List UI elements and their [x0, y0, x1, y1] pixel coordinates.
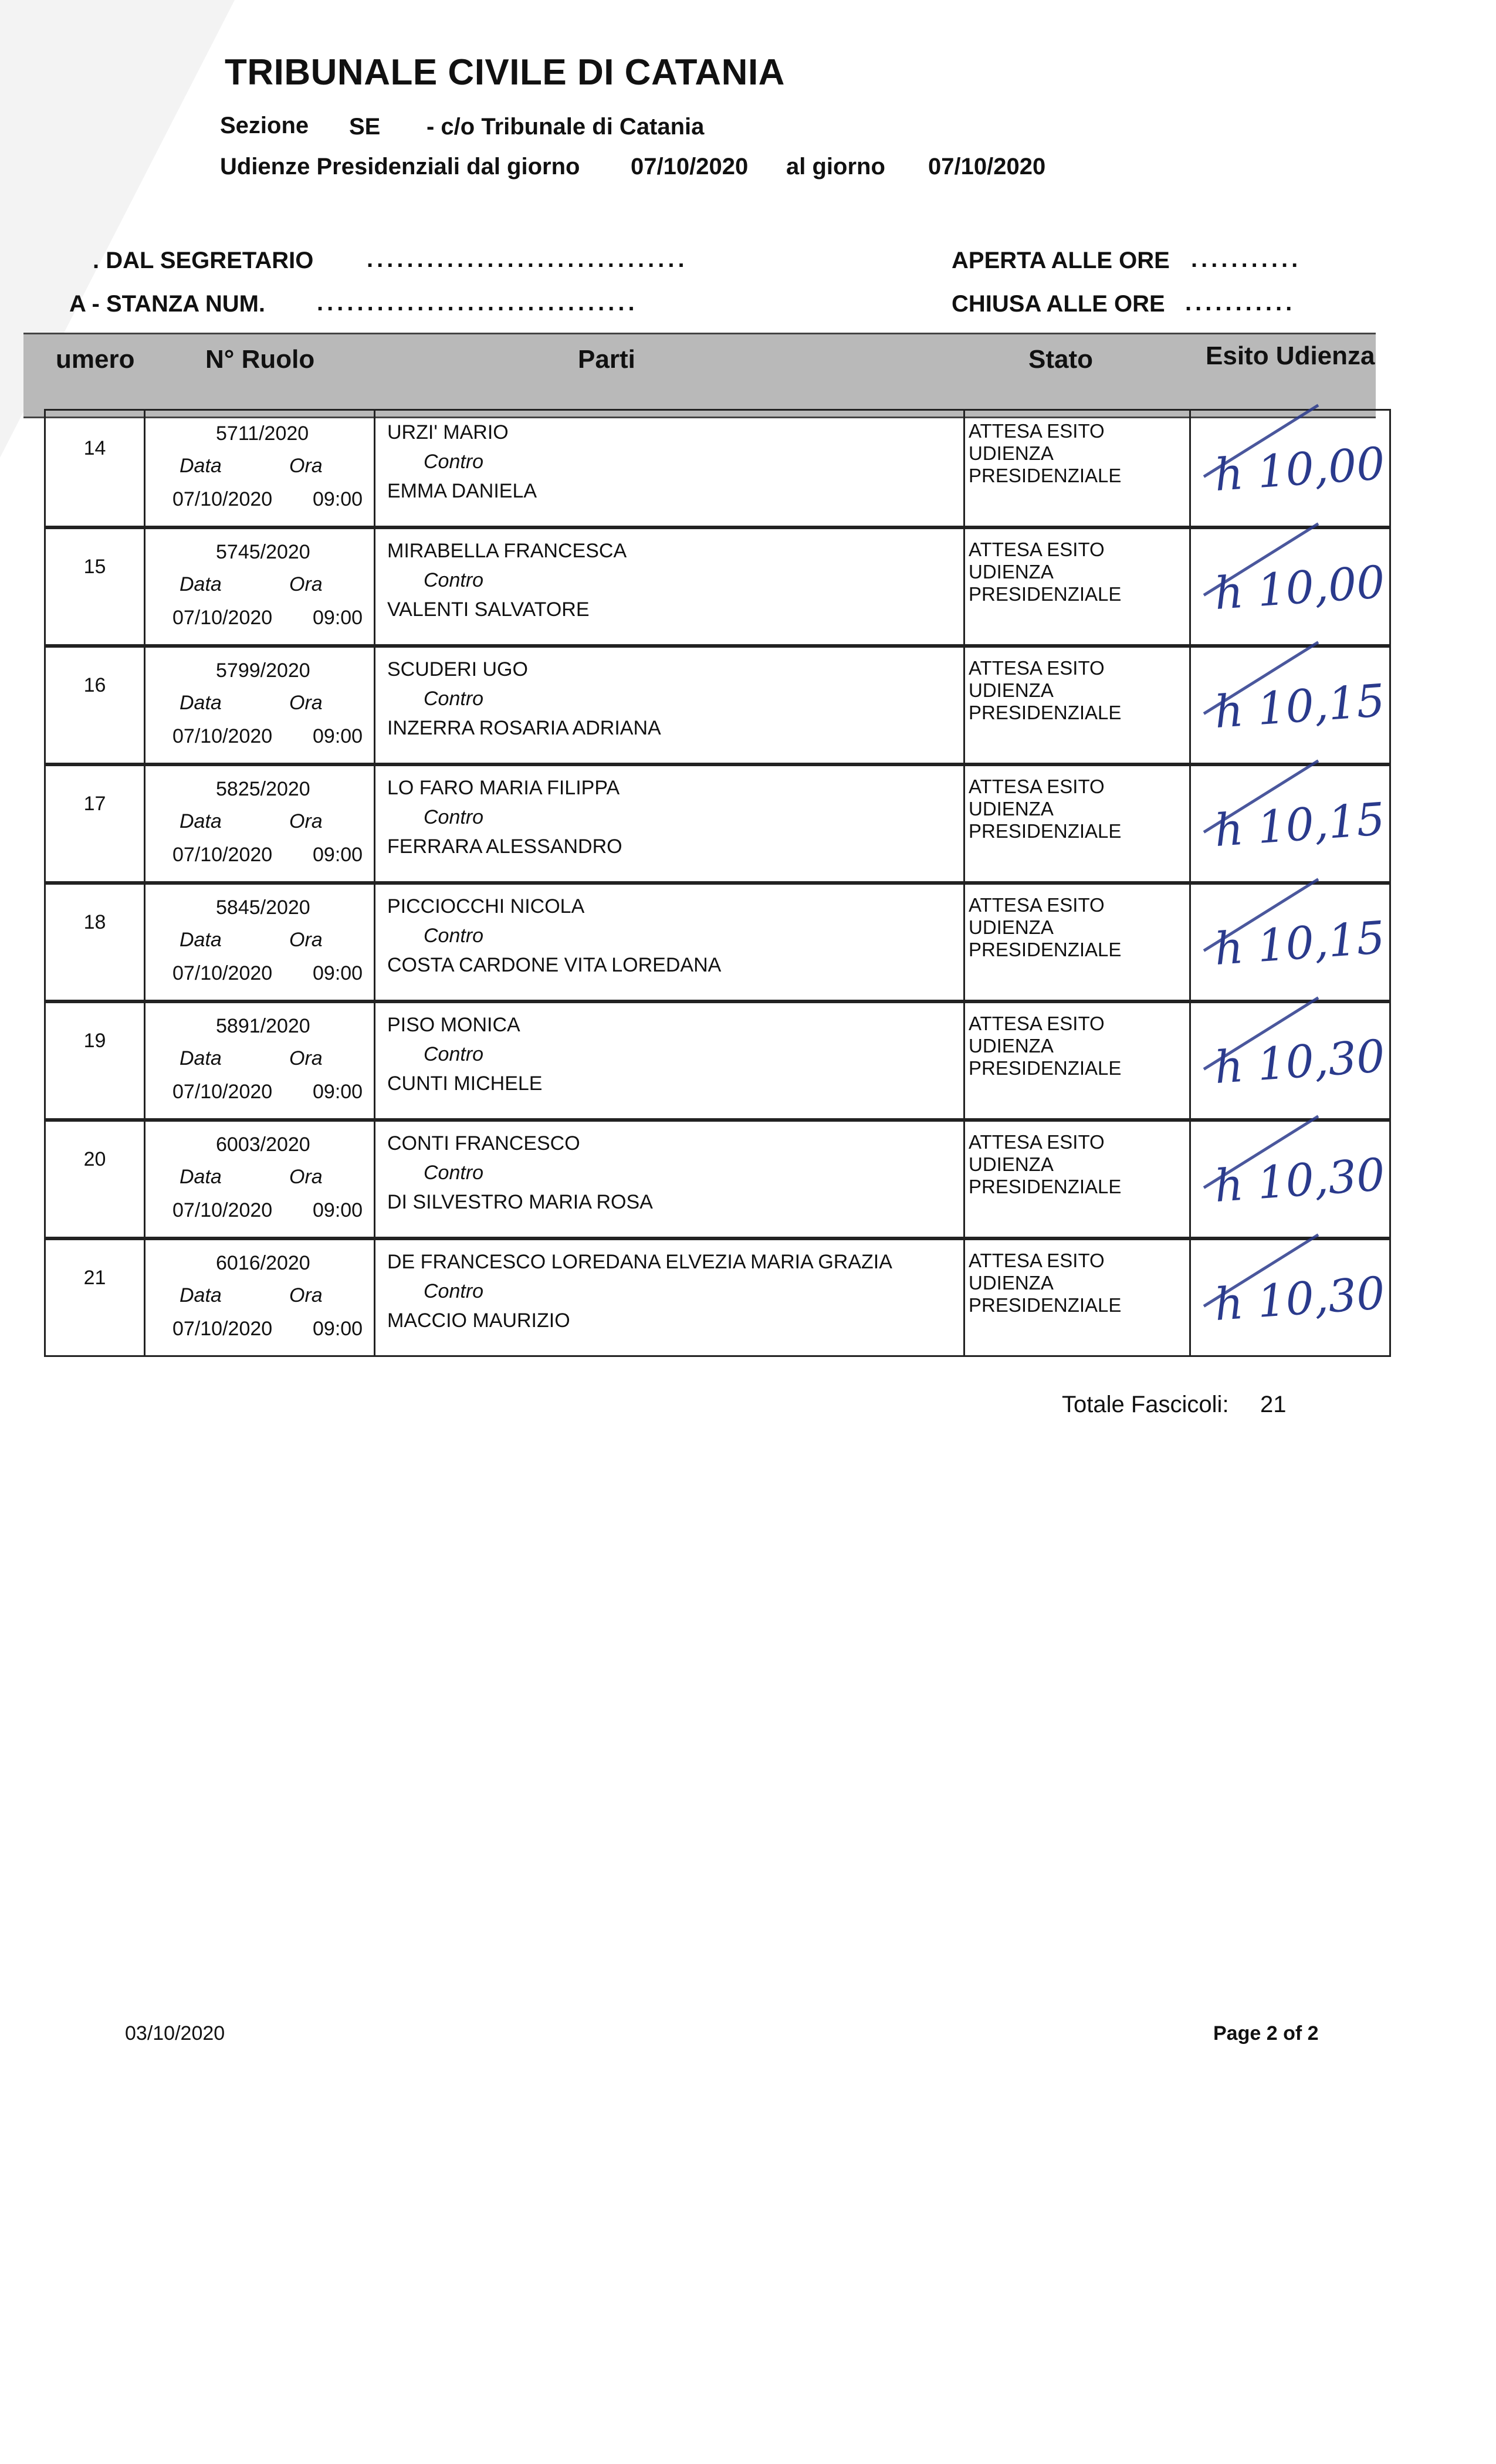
numero-cell: 19: [46, 1003, 145, 1118]
hearing-time: 09:00: [313, 1081, 363, 1103]
stato-cell: [965, 1240, 1191, 1355]
contro-label: Contro: [424, 688, 484, 710]
ruolo-cell: [145, 1240, 375, 1355]
col-esito: Esito Udienza: [1206, 341, 1375, 370]
parte-attrice: SCUDERI UGO: [387, 658, 528, 681]
stato-cell: [965, 529, 1191, 644]
ruolo-number: 5745/2020: [216, 541, 310, 563]
stato-line: PRESIDENZIALE: [969, 465, 1122, 486]
ora-label: Ora: [289, 1166, 323, 1188]
ruolo-number: 5891/2020: [216, 1015, 310, 1037]
numero-cell: 16: [46, 648, 145, 763]
table-row: [44, 1120, 1391, 1238]
numero-cell: 21: [46, 1240, 145, 1355]
parte-attrice: URZI' MARIO: [387, 421, 509, 444]
contro-label: Contro: [424, 925, 484, 947]
parte-convenuta: CUNTI MICHELE: [387, 1072, 543, 1095]
stato-cell: [965, 648, 1191, 763]
ora-label: Ora: [289, 810, 323, 832]
col-numero: umero: [56, 345, 135, 374]
handwritten-esito: h 10,15: [1213, 792, 1387, 857]
parte-attrice: MIRABELLA FRANCESCA: [387, 540, 627, 562]
data-label: Data: [180, 692, 222, 714]
data-label: Data: [180, 929, 222, 951]
data-label: Data: [180, 455, 222, 477]
table-row: [44, 527, 1391, 646]
contro-label: Contro: [424, 1162, 484, 1184]
ora-label: Ora: [289, 1284, 323, 1307]
ruolo-number: 6003/2020: [216, 1133, 310, 1156]
data-label: Data: [180, 573, 222, 595]
parte-attrice: DE FRANCESCO LOREDANA ELVEZIA MARIA GRAZIA: [387, 1251, 892, 1273]
ruolo-cell: [145, 529, 375, 644]
col-parti: Parti: [578, 345, 635, 374]
data-label: Data: [180, 810, 222, 832]
esito-cell: [1191, 1003, 1389, 1118]
stato-line: ATTESA ESITO: [969, 776, 1105, 797]
table-row: [44, 883, 1391, 1001]
data-label: Data: [180, 1284, 222, 1307]
esito-cell: [1191, 1240, 1389, 1355]
hearing-date: 07/10/2020: [172, 844, 273, 866]
hearing-time: 09:00: [313, 1318, 363, 1340]
aperta-dots: ...........: [1191, 246, 1302, 272]
stato-line: ATTESA ESITO: [969, 1131, 1105, 1153]
stato-line: UDIENZA: [969, 1272, 1054, 1294]
stanza-dots: ................................: [317, 290, 638, 316]
handwritten-esito: h 10,30: [1213, 1029, 1387, 1094]
stato-line: PRESIDENZIALE: [969, 1176, 1122, 1197]
numero-cell: 18: [46, 885, 145, 1000]
stato-line: ATTESA ESITO: [969, 1250, 1105, 1271]
handwritten-esito: h 10,15: [1213, 673, 1387, 739]
from-date: 07/10/2020: [631, 154, 749, 180]
table-row: [44, 409, 1391, 527]
hearing-time: 09:00: [313, 844, 363, 866]
parte-attrice: CONTI FRANCESCO: [387, 1132, 580, 1155]
parte-convenuta: DI SILVESTRO MARIA ROSA: [387, 1191, 653, 1213]
handwritten-esito: h 10,00: [1213, 436, 1387, 502]
stato-line: ATTESA ESITO: [969, 1013, 1105, 1034]
ruolo-cell: [145, 766, 375, 881]
esito-cell: [1191, 411, 1389, 526]
hearing-date: 07/10/2020: [172, 1199, 273, 1221]
parte-convenuta: INZERRA ROSARIA ADRIANA: [387, 717, 661, 739]
ruolo-cell: [145, 1003, 375, 1118]
stato-cell: [965, 885, 1191, 1000]
parti-cell: [375, 648, 965, 763]
data-label: Data: [180, 1166, 222, 1188]
hearing-date: 07/10/2020: [172, 488, 273, 510]
chiusa-dots: ...........: [1185, 290, 1296, 316]
segretario-dots: ................................: [367, 246, 688, 272]
parte-convenuta: FERRARA ALESSANDRO: [387, 835, 622, 858]
hearing-time: 09:00: [313, 607, 363, 629]
hearing-date: 07/10/2020: [172, 1318, 273, 1340]
ruolo-cell: [145, 1122, 375, 1237]
stato-line: UDIENZA: [969, 442, 1054, 464]
ruolo-number: 5845/2020: [216, 896, 310, 919]
ruolo-cell: [145, 648, 375, 763]
hearing-date: 07/10/2020: [172, 1081, 273, 1103]
contro-label: Contro: [424, 1280, 484, 1302]
to-date: 07/10/2020: [928, 154, 1046, 180]
stato-line: UDIENZA: [969, 1035, 1054, 1057]
parti-cell: [375, 411, 965, 526]
parte-convenuta: MACCIO MAURIZIO: [387, 1309, 570, 1332]
hearing-date: 07/10/2020: [172, 607, 273, 629]
contro-label: Contro: [424, 569, 484, 591]
stato-line: PRESIDENZIALE: [969, 702, 1122, 723]
stato-line: ATTESA ESITO: [969, 657, 1105, 679]
esito-cell: [1191, 1122, 1389, 1237]
handwritten-esito: h 10,30: [1213, 1148, 1387, 1213]
stato-line: UDIENZA: [969, 679, 1054, 701]
parti-cell: [375, 766, 965, 881]
esito-cell: [1191, 529, 1389, 644]
stato-line: ATTESA ESITO: [969, 539, 1105, 560]
col-ruolo: N° Ruolo: [205, 345, 315, 374]
parti-cell: [375, 885, 965, 1000]
hearing-time: 09:00: [313, 962, 363, 984]
parti-cell: [375, 1122, 965, 1237]
parte-convenuta: COSTA CARDONE VITA LOREDANA: [387, 954, 722, 976]
ruolo-number: 5825/2020: [216, 778, 310, 800]
footer-page: Page 2 of 2: [1213, 2022, 1319, 2045]
table-row: [44, 1238, 1391, 1357]
ora-label: Ora: [289, 455, 323, 477]
table-row: [44, 1001, 1391, 1120]
table-row: [44, 646, 1391, 764]
stato-line: UDIENZA: [969, 798, 1054, 820]
stato-line: ATTESA ESITO: [969, 894, 1105, 916]
udienze-label: Udienze Presidenziali dal giorno: [220, 154, 580, 180]
data-label: Data: [180, 1047, 222, 1069]
ora-label: Ora: [289, 1047, 323, 1069]
hearing-time: 09:00: [313, 1199, 363, 1221]
numero-cell: 20: [46, 1122, 145, 1237]
sezione-place: - c/o Tribunale di Catania: [427, 114, 705, 140]
parte-attrice: PICCIOCCHI NICOLA: [387, 895, 585, 918]
stato-cell: [965, 766, 1191, 881]
esito-cell: [1191, 648, 1389, 763]
hearing-time: 09:00: [313, 488, 363, 510]
table-row: [44, 764, 1391, 883]
esito-cell: [1191, 766, 1389, 881]
parti-cell: [375, 1240, 965, 1355]
hearing-date: 07/10/2020: [172, 725, 273, 747]
ora-label: Ora: [289, 573, 323, 595]
total-label: Totale Fascicoli:: [1062, 1392, 1229, 1417]
ruolo-cell: [145, 885, 375, 1000]
stato-line: PRESIDENZIALE: [969, 583, 1122, 605]
stato-line: PRESIDENZIALE: [969, 820, 1122, 842]
ruolo-cell: [145, 411, 375, 526]
contro-label: Contro: [424, 806, 484, 828]
contro-label: Contro: [424, 451, 484, 473]
chiusa-label: CHIUSA ALLE ORE: [952, 291, 1165, 317]
handwritten-esito: h 10,00: [1213, 555, 1387, 620]
stanza-label: A - STANZA NUM.: [69, 291, 266, 317]
hearing-date: 07/10/2020: [172, 962, 273, 984]
stato-line: UDIENZA: [969, 1153, 1054, 1175]
stato-line: UDIENZA: [969, 916, 1054, 938]
segretario-label: . DAL SEGRETARIO: [93, 248, 314, 273]
stato-line: PRESIDENZIALE: [969, 1294, 1122, 1316]
court-title: TRIBUNALE CIVILE DI CATANIA: [225, 52, 785, 93]
footer-date: 03/10/2020: [125, 2022, 225, 2045]
stato-cell: [965, 1003, 1191, 1118]
ora-label: Ora: [289, 692, 323, 714]
parte-convenuta: EMMA DANIELA: [387, 480, 537, 502]
handwritten-esito: h 10,15: [1213, 911, 1387, 976]
stato-line: ATTESA ESITO: [969, 420, 1105, 442]
al-giorno-label: al giorno: [786, 154, 885, 180]
contro-label: Contro: [424, 1043, 484, 1065]
handwritten-esito: h 10,30: [1213, 1266, 1387, 1331]
ruolo-number: 6016/2020: [216, 1252, 310, 1274]
parti-cell: [375, 529, 965, 644]
numero-cell: 17: [46, 766, 145, 881]
stato-cell: [965, 1122, 1191, 1237]
hearing-time: 09:00: [313, 725, 363, 747]
stato-line: PRESIDENZIALE: [969, 939, 1122, 960]
stato-line: UDIENZA: [969, 561, 1054, 583]
stato-cell: [965, 411, 1191, 526]
parte-attrice: PISO MONICA: [387, 1014, 520, 1036]
parte-convenuta: VALENTI SALVATORE: [387, 598, 590, 621]
total-value: 21: [1260, 1392, 1287, 1417]
esito-cell: [1191, 885, 1389, 1000]
stato-line: PRESIDENZIALE: [969, 1057, 1122, 1079]
ora-label: Ora: [289, 929, 323, 951]
numero-cell: 15: [46, 529, 145, 644]
aperta-label: APERTA ALLE ORE: [952, 248, 1170, 273]
ruolo-number: 5799/2020: [216, 659, 310, 682]
col-stato: Stato: [1028, 345, 1093, 374]
parte-attrice: LO FARO MARIA FILIPPA: [387, 777, 620, 799]
parti-cell: [375, 1003, 965, 1118]
sezione-label: Sezione: [220, 113, 309, 138]
numero-cell: 14: [46, 411, 145, 526]
sezione-value: SE: [349, 114, 381, 140]
ruolo-number: 5711/2020: [216, 422, 309, 445]
